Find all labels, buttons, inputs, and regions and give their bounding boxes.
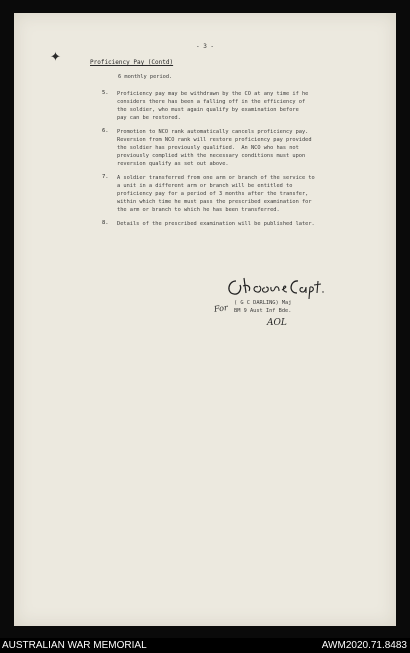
signatory-name: ( G C DARLING) Maj — [234, 300, 292, 306]
corner-tick-mark: ✦ — [50, 50, 61, 65]
paragraph-number: 5. — [102, 90, 109, 96]
paragraph-line: previously complied with the necessary conditions must upon — [117, 153, 306, 159]
accession-number: AWM2020.71.8483 — [321, 640, 407, 651]
paragraph-line: reversion qualify as set out above. — [117, 161, 229, 167]
handwritten-for-annotation: For — [213, 303, 229, 314]
paragraph-line: Proficiency pay may be withdrawn by the CO at any time if he — [117, 91, 309, 97]
paragraph-line: pay can be restored. — [117, 115, 181, 121]
paragraph-line: A soldier transferred from one arm or branch of the service to — [117, 175, 315, 181]
paragraph-continuation: 6 monthly period. — [118, 74, 173, 80]
paragraph-line: Details of the prescribed examination will be published later. — [117, 221, 315, 227]
paragraph-line: the soldier, who must again qualify by examination before — [117, 107, 299, 113]
paragraph-line: within which time he must pass the prescribed examination for — [117, 199, 312, 205]
paragraph-number: 7. — [102, 174, 109, 180]
document-page — [14, 13, 396, 626]
paragraph-line: a unit in a different arm or branch will be entitled to — [117, 183, 293, 189]
paragraph-number: 8. — [102, 220, 109, 226]
archive-footer — [0, 638, 410, 653]
handwritten-signature — [224, 275, 324, 301]
handwritten-initials: AOL — [267, 318, 287, 328]
paragraph-line: proficiency pay for a period of 3 months after the transfer, — [117, 191, 309, 197]
signature-block — [234, 299, 291, 315]
paragraph-number: 6. — [102, 128, 109, 134]
paragraph-line: considers there has been a falling off in the efficiency of — [117, 99, 306, 105]
paragraph-line: Promotion to NCO rank automatically cancels proficiency pay. — [117, 129, 309, 135]
paragraph-line: the arm or branch to which he has been transferred. — [117, 207, 280, 213]
signatory-role: BM 9 Aust Inf Bde. — [234, 308, 292, 315]
paragraph-line: the soldier has previously qualified. An NCO who has not — [117, 145, 299, 151]
section-heading: Proficiency Pay (Contd) — [90, 59, 174, 66]
institution-name: AUSTRALIAN WAR MEMORIAL — [2, 640, 147, 651]
page-number: - 3 - — [195, 43, 215, 50]
paragraph-line: Reversion from NCO rank will restore proficiency pay provided — [117, 137, 312, 143]
